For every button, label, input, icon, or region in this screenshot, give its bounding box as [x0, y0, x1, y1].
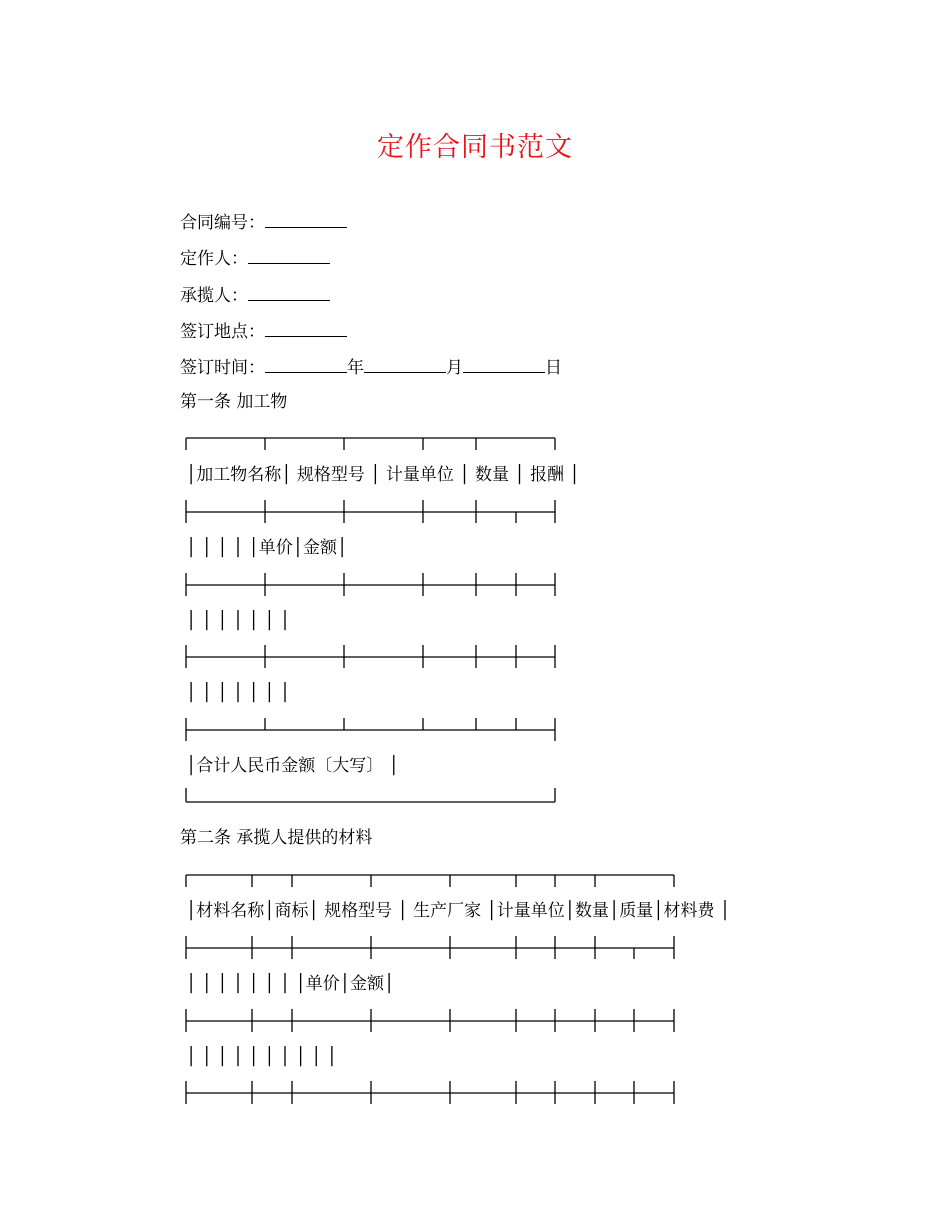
- contract-number-blank: [265, 209, 347, 228]
- contractor-blank: [248, 282, 330, 301]
- signing-time-label: 签订时间：: [180, 358, 265, 378]
- day-blank: [463, 354, 545, 373]
- table1-bottom-border: [185, 788, 565, 806]
- table2-subheader-row: │ │ │ │ │ │ │ │单价│金额│: [186, 974, 395, 994]
- contractor-label: 承揽人：: [180, 286, 248, 306]
- signing-place-label: 签订地点：: [180, 322, 265, 342]
- orderer-blank: [248, 245, 330, 264]
- table2-empty-row: │ │ │ │ │ │ │ │ │ │: [186, 1047, 337, 1067]
- table1-separator: [185, 645, 565, 669]
- contractor-line: [180, 282, 330, 308]
- table1-empty-row: │ │ │ │ │ │ │: [186, 683, 291, 703]
- table2-separator: [185, 936, 685, 960]
- table2-top-border: [185, 874, 685, 888]
- table1-top-border: [185, 437, 565, 451]
- table1-separator: [185, 718, 565, 742]
- contract-number-line: [180, 209, 347, 235]
- document-title: 定作合同书范文: [377, 132, 573, 163]
- article-1-heading: 第一条 加工物: [180, 392, 288, 412]
- orderer-line: [180, 245, 330, 271]
- table1-separator: [185, 573, 565, 597]
- signing-time-line: [180, 354, 562, 380]
- table2-header-row: │材料名称│商标│ 规格型号 │ 生产厂家 │计量单位│数量│质量│材料费 │: [186, 901, 731, 921]
- table2-separator: [185, 1009, 685, 1033]
- table1-separator: [185, 500, 565, 524]
- year-blank: [265, 354, 347, 373]
- contract-number-label: 合同编号：: [180, 213, 265, 233]
- signing-place-line: [180, 318, 347, 344]
- table1-subheader-row: │ │ │ │ │单价│金额│: [186, 538, 348, 558]
- table1-total-row: │合计人民币金额〔大写〕 │: [186, 756, 399, 776]
- table1-empty-row: │ │ │ │ │ │ │: [186, 611, 291, 631]
- orderer-label: 定作人：: [180, 249, 248, 269]
- year-label: 年: [347, 358, 364, 378]
- day-label: 日: [545, 358, 562, 378]
- article-2-heading: 第二条 承揽人提供的材料: [180, 828, 373, 848]
- month-label: 月: [446, 358, 463, 378]
- month-blank: [364, 354, 446, 373]
- table1-header-row: │加工物名称│ 规格型号 │ 计量单位 │ 数量 │ 报酬 │: [186, 465, 580, 485]
- table2-separator: [185, 1081, 685, 1105]
- signing-place-blank: [265, 318, 347, 337]
